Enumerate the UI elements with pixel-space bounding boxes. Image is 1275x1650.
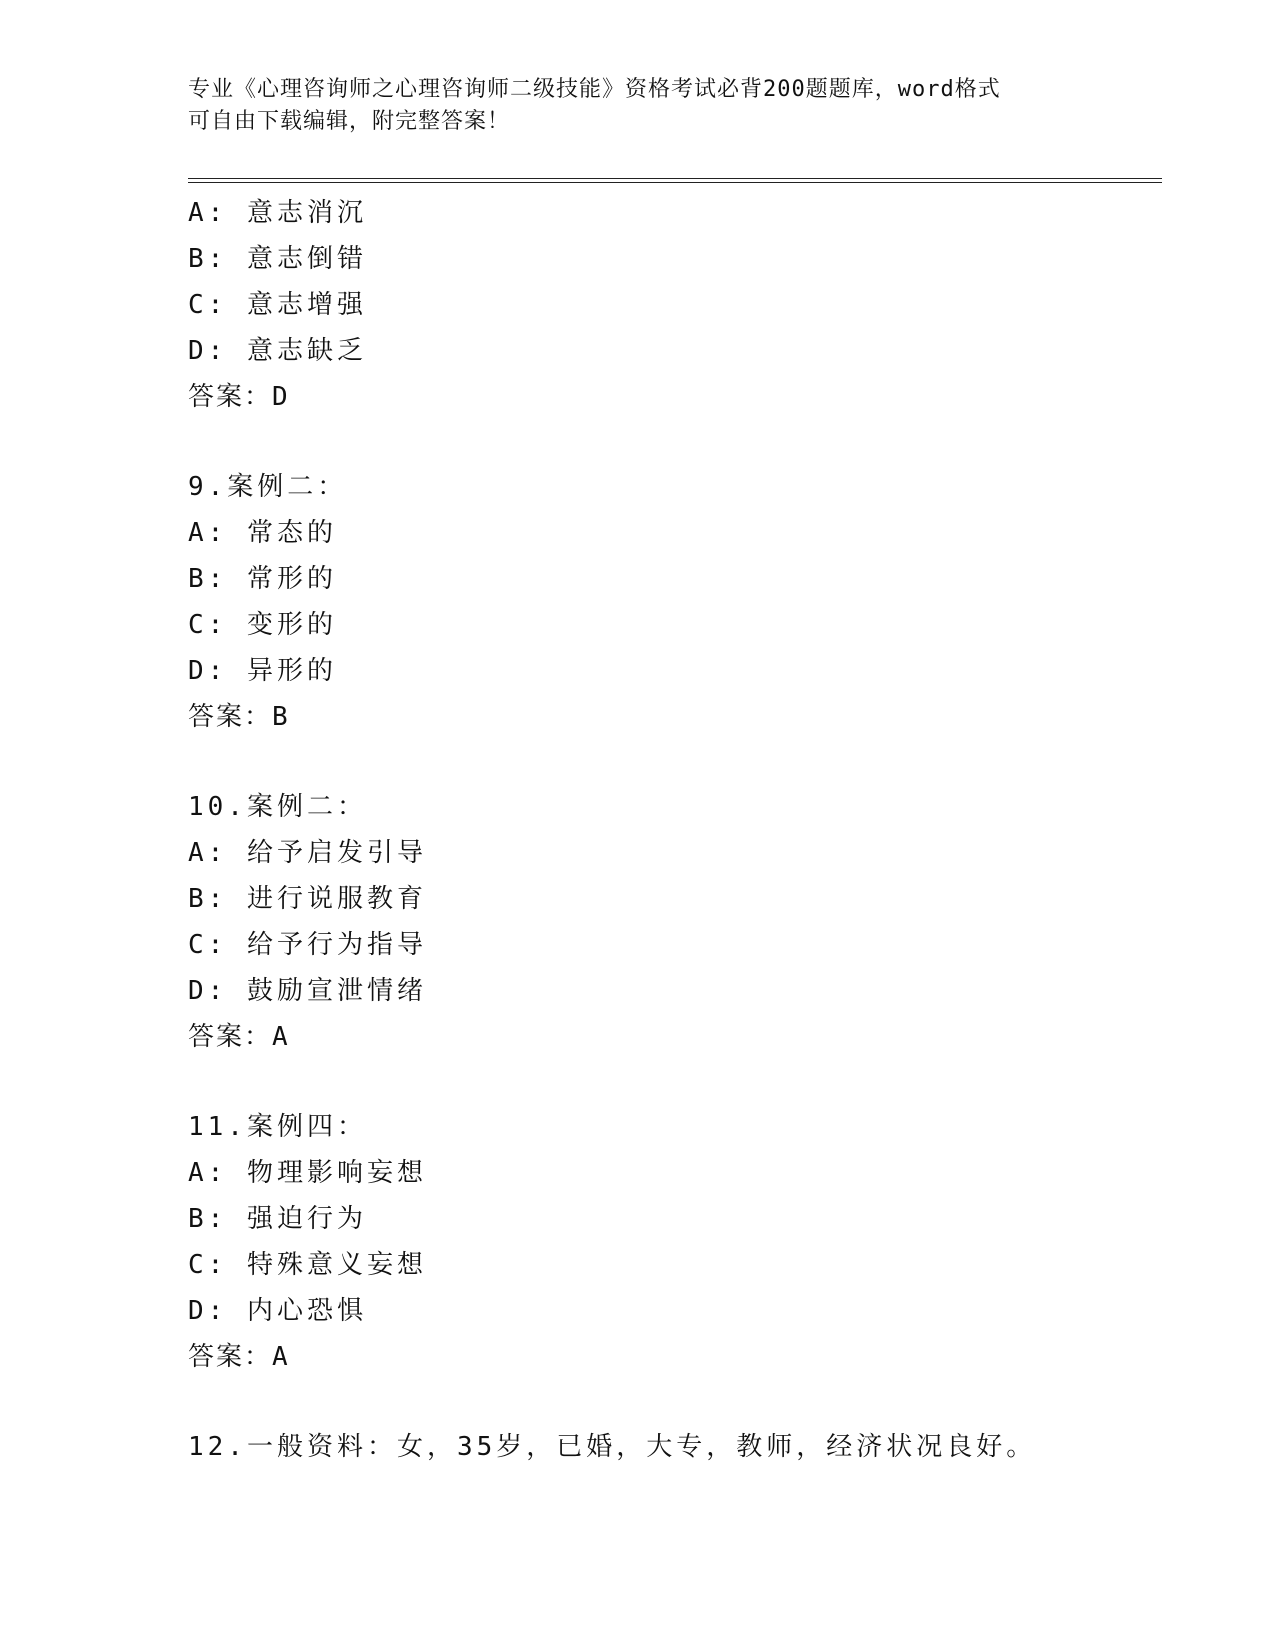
answer-line [188,1014,1162,1060]
question-title: 9.案例二： [188,472,348,502]
option-a: A: 给予启发引导 [188,838,427,868]
answer-label: 答案： [188,702,273,732]
answer-value: A [272,1022,290,1052]
option-d: D: 内心恐惧 [188,1296,367,1326]
answer-line [188,374,1162,420]
option-d: D: 异形的 [188,656,337,686]
question-title: 10.案例二： [188,792,367,822]
question-title: 11.案例四： [188,1112,367,1142]
option-c: C: 给予行为指导 [188,930,427,960]
answer-label: 答案： [188,1342,273,1372]
answer-line [188,694,1162,740]
question-11 [188,1104,1162,1380]
question-10 [188,784,1162,1060]
option-c: C: 特殊意义妄想 [188,1250,427,1280]
option-a: A: 物理影响妄想 [188,1158,427,1188]
option-a: A: 意志消沉 [188,198,367,228]
option-c: C: 意志增强 [188,290,367,320]
question-8 [188,190,1162,420]
answer-value: B [272,702,290,732]
answer-value: A [272,1342,290,1372]
document-header [188,74,1088,138]
question-list [188,190,1162,1470]
option-d: D: 鼓励宣泄情绪 [188,976,427,1006]
question-title: 12.一般资料：女，35岁，已婚，大专，教师，经济状况良好。 [188,1432,1037,1462]
header-divider [188,178,1162,183]
answer-value: D [272,382,290,412]
answer-label: 答案： [188,1022,273,1052]
option-a: A: 常态的 [188,518,337,548]
answer-line [188,1334,1162,1380]
option-c: C: 变形的 [188,610,337,640]
option-d: D: 意志缺乏 [188,336,367,366]
question-12 [188,1424,1162,1470]
answer-label: 答案： [188,382,273,412]
question-9 [188,464,1162,740]
header-line-2: 可自由下载编辑，附完整答案！ [188,109,511,134]
header-line-1: 专业《心理咨询师之心理咨询师二级技能》资格考试必背200题题库，word格式 [188,77,1001,102]
option-b: B: 意志倒错 [188,244,367,274]
option-b: B: 进行说服教育 [188,884,427,914]
option-b: B: 强迫行为 [188,1204,367,1234]
option-b: B: 常形的 [188,564,337,594]
